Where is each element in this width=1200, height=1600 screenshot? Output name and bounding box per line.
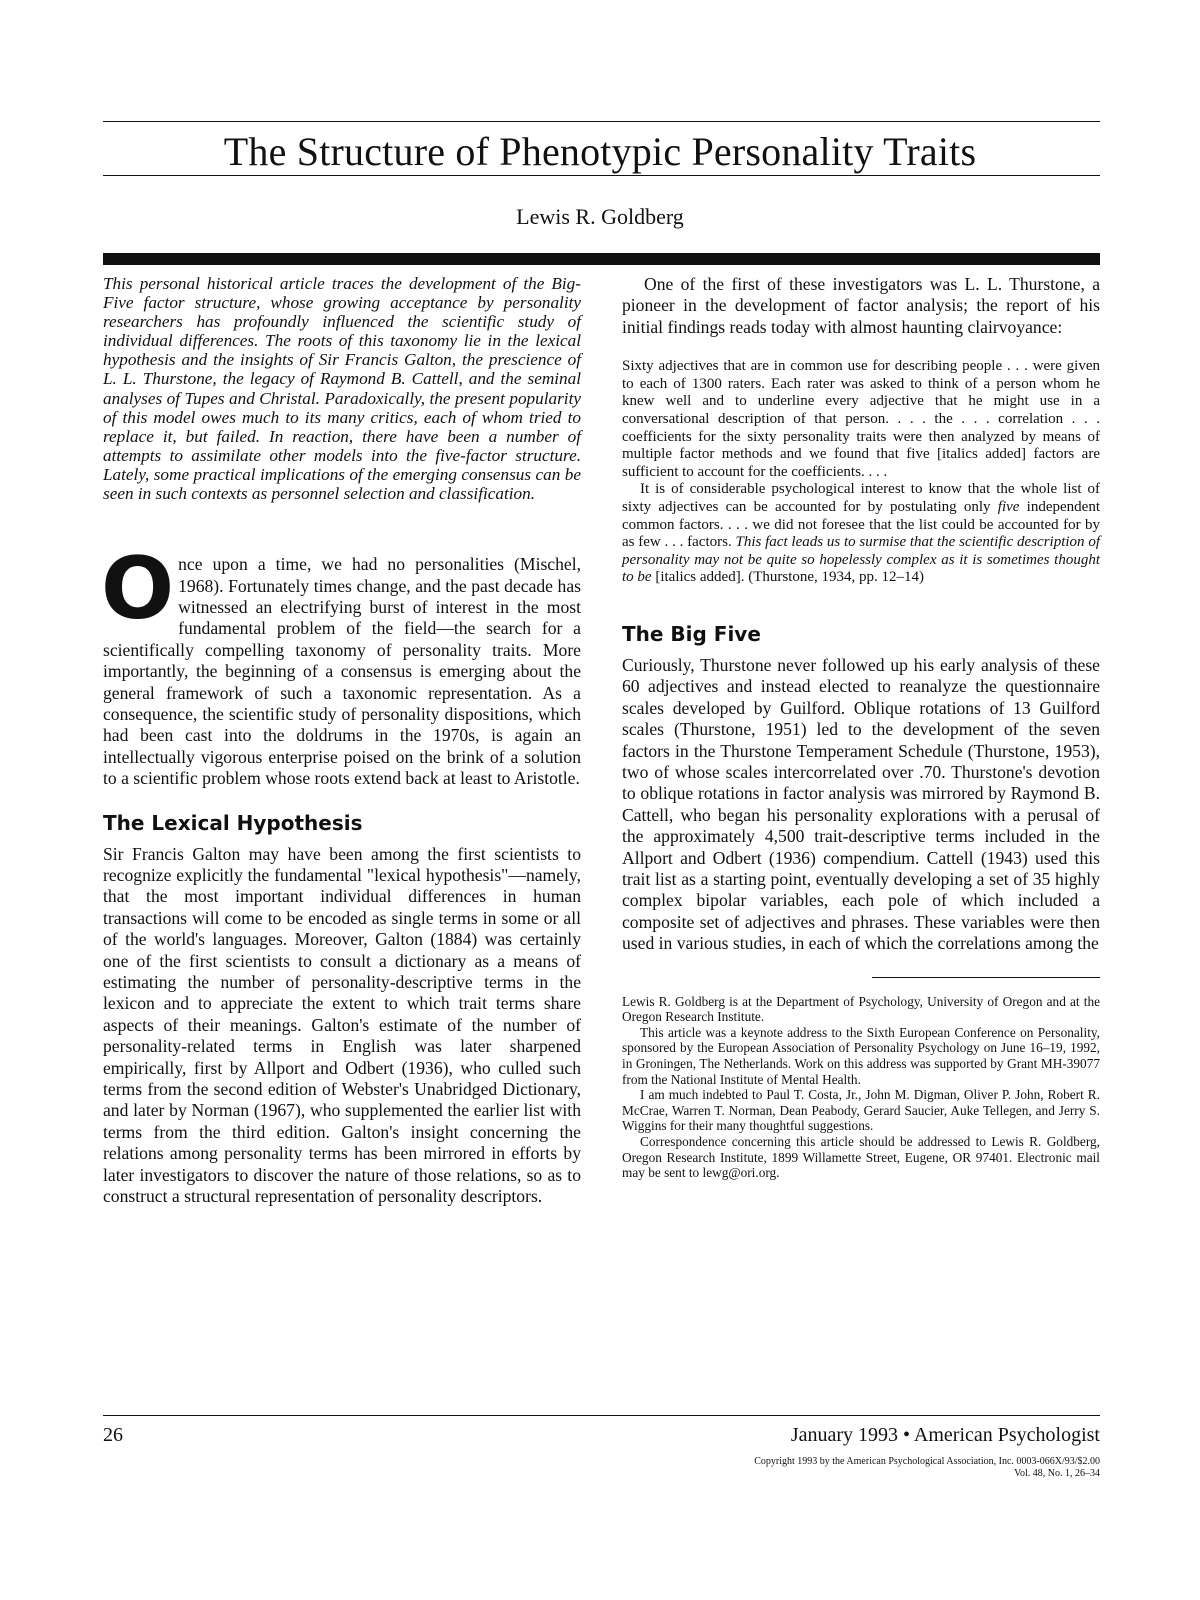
copyright-line-2: Vol. 48, No. 1, 26–34	[1014, 1468, 1100, 1479]
abstract: This personal historical article traces the development of the Big-Five factor structure, whose growing acceptance by personality researchers has profoundly influenced the scientific study of individual differences. The roots of this taxonomy lie in the lexical hypothesis and the insights of Sir Francis Galton, the prescience of L. L. Thurstone, the legacy of Raymond B. Cattell, and the seminal analyses of Tupes and Christal. Paradoxically, the present popularity of this model owes much to its many critics, each of whom tried to replace it, but failed. In reaction, there have been a number of attempts to assimilate other models into the five-factor structure. Lately, some practical implications of the emerging consensus can be seen in such contexts as personnel selection and classification.	[103, 274, 581, 504]
intro-paragraph	[101, 539, 581, 789]
journal-issue: January 1993 • American Psychologist	[790, 1424, 1100, 1446]
lexical-paragraph: Sir Francis Galton may have been among the first scientists to recognize explicitly the fundamental "lexical hypothesis"—namely, that the most important individual differences in human transactions will come to be encoded as single terms in some or all of the world's languages. Moreover, Galton (1884) was certainly one of the first scientists to consult a dictionary as a means of estimating the number of personality-descriptive terms in the lexicon and to appreciate the extent to which trait terms share aspects of their meanings. Galton's estimate of the number of personality-related terms in English was later sharpened empirically, first by Allport and Odbert (1936), who culled such terms from the second edition of Webster's Unabridged Dictionary, and later by Norman (1967), who supplemented the earlier list with terms from the third edition. Galton's insight concerning the relations among personality terms has been mirrored in efforts by later investigators to discover the nature of those relations, so as to construct a structural representation of personality descriptors.	[103, 843, 581, 1207]
intro-text: nce upon a time, we had no personalities (Mischel, 1968). Fortunately times change, and the past decade has witnessed an electrifying burst of interest in the most fundamental problem of the field—the search for a scientifically compelling taxonomy of personality traits. More importantly, the beginning of a consensus is emerging about the general framework of such a taxonomic representation. As a consequence, the scientific study of personality dispositions, which had been cast into the doldrums in the 1970s, is again an intellectually vigorous enterprise poised on the brink of a solution to a scientific problem whose roots extend back at least to Aristotle.	[103, 554, 581, 789]
copyright-line-1: Copyright 1993 by the American Psychological Association, Inc. 0003-066X/93/$2.00	[754, 1456, 1100, 1467]
footnote-keynote: This article was a keynote address to the Sixth European Conference on Personality, sponsored by the European Association of Personality Psychology on June 16–19, 1992, in Groningen, The Netherlands. Work on this address was supported by Grant MH-39077 from the National Institute of Mental Health.	[622, 1024, 1100, 1087]
author-footnotes	[622, 994, 1100, 1181]
thurstone-intro-paragraph: One of the first of these investigators was L. L. Thurstone, a pioneer in the development of factor analysis; the report of his initial findings reads today with almost haunting clairvoyance:	[622, 274, 1100, 337]
right-column	[622, 274, 1100, 1181]
footnote-correspondence: Correspondence concerning this article should be addressed to Lewis R. Goldberg, Oregon Research Institute, 1899 Willamette Street, Eugene, OR 97401. Electronic mail may be sent to lewg@ori.org.	[622, 1133, 1100, 1181]
footnote-affiliation: Lewis R. Goldberg is at the Department of Psychology, University of Oregon and at the Oregon Research Institute.	[622, 993, 1100, 1025]
bigfive-paragraph: Curiously, Thurstone never followed up his early analysis of these 60 adjectives and instead elected to reanalyze the questionnaire scales developed by Guilford. Oblique rotations of 13 Guilford scales (Thurstone, 1951) led to the development of the seven factors in the Thurstone Temperament Schedule (Thurstone, 1953), two of whose scales intercorrelated over .70. Thurstone's devotion to oblique rotations in factor analysis was mirrored by Raymond B. Cattell, who began his personality explorations with a perusal of the approximately 4,500 trait-descriptive terms included in the Allport and Odbert (1936) compendium. Cattell (1943) used this trait list as a starting point, eventually developing a set of 35 highly complex bipolar variables, each pole of which included a composite set of adjectives and phrases. These variables were then used in various studies, in each of which the correlations among the	[622, 654, 1100, 954]
footnote-acknowledgments: I am much indebted to Paul T. Costa, Jr., John M. Digman, Oliver P. John, Robert R. McCrae, Warren T. Norman, Dean Peabody, Gerard Saucier, Auke Tellegen, and Jerry S. Wiggins for their many thoughtful suggestions.	[622, 1087, 1100, 1134]
thurstone-blockquote	[622, 358, 1100, 587]
footer-rule	[103, 1415, 1100, 1416]
quote-paragraph-2: It is of considerable psychological interest to know that the whole list of sixty adjectives can be accounted for by postulating only five independent common factors. . . . we did not foresee that the list could be accounted for by as few . . . factors. This fact leads us to surmise that the scientific description of personality may not be quite so hopelessly complex as it is sometimes thought to be [italics added]. (Thurstone, 1934, pp. 12–14)	[622, 481, 1100, 586]
article-title: The Structure of Phenotypic Personality Traits	[223, 129, 977, 174]
lexical-heading: The Lexical Hypothesis	[103, 810, 363, 835]
drop-cap: O	[101, 539, 175, 640]
header-top-rule	[103, 121, 1100, 122]
page-number: 26	[103, 1424, 123, 1446]
copyright-notice	[500, 1456, 1100, 1480]
quote-paragraph-1: Sixty adjectives that are in common use for describing people . . . were given to each of 1300 raters. Each rater was asked to think of a person whom he knew well and to underline every adjective that he might use in a conversational description of that person. . . . the . . . correlation . . . coefficients for the sixty personality traits were then analyzed by means of multiple factor methods and we found that five [italics added] factors are sufficient to account for the coefficients. . . .	[622, 358, 1100, 480]
thick-divider-rule	[103, 253, 1100, 265]
bigfive-heading: The Big Five	[622, 621, 761, 646]
article-author: Lewis R. Goldberg	[516, 204, 684, 229]
footnote-rule	[872, 977, 1100, 978]
left-column	[103, 274, 581, 1208]
